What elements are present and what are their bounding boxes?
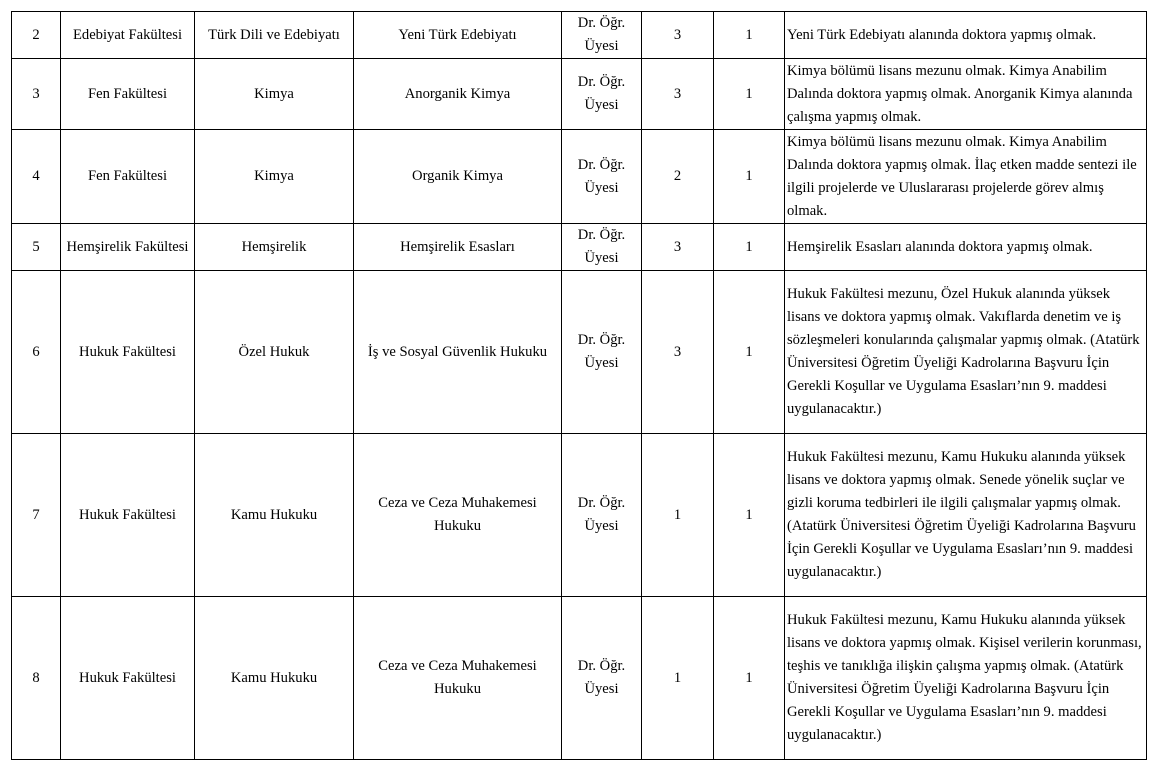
title-cell: Dr. Öğr. Üyesi [562,434,642,597]
title-cell: Dr. Öğr. Üyesi [562,597,642,760]
field-cell: İş ve Sosyal Güvenlik Hukuku [354,271,562,434]
title-cell: Dr. Öğr. Üyesi [562,12,642,59]
count-cell: 1 [714,271,785,434]
faculty-cell: Hukuk Fakültesi [61,434,195,597]
requirements-cell: Yeni Türk Edebiyatı alanında doktora yapmış olmak. [785,12,1147,59]
table-row [12,271,1147,434]
title-cell: Dr. Öğr. Üyesi [562,224,642,271]
faculty-cell: Hukuk Fakültesi [61,271,195,434]
department-cell: Türk Dili ve Edebiyatı [195,12,354,59]
row-number: 4 [12,130,61,224]
department-cell: Hemşirelik [195,224,354,271]
count-cell: 1 [714,59,785,130]
count-cell: 1 [714,130,785,224]
degree-cell: 3 [642,271,714,434]
faculty-cell: Edebiyat Fakültesi [61,12,195,59]
count-cell: 1 [714,224,785,271]
row-number: 3 [12,59,61,130]
field-cell: Ceza ve Ceza Muhakemesi Hukuku [354,434,562,597]
row-number: 2 [12,12,61,59]
count-cell: 1 [714,12,785,59]
position-table [11,11,1147,760]
department-cell: Özel Hukuk [195,271,354,434]
degree-cell: 3 [642,12,714,59]
requirements-cell: Kimya bölümü lisans mezunu olmak. Kimya Anabilim Dalında doktora yapmış olmak. İlaç etken madde sentezi ile ilgili projelerde ve Uluslararası projelerde görev almış olmak. [785,130,1147,224]
count-cell: 1 [714,434,785,597]
row-number: 8 [12,597,61,760]
degree-cell: 3 [642,59,714,130]
requirements-cell: Hukuk Fakültesi mezunu, Kamu Hukuku alanında yüksek lisans ve doktora yapmış olmak. Kişisel verilerin korunması, teşhis ve tanıklığa ilişkin çalışma yapmış olmak. (Atatürk Üniversitesi Öğretim Üyeliği Kadrolarına Başvuru İçin Gerekli Koşullar ve Uygulama Esasları’nın 9. maddesi uygulanacaktır.) [785,597,1147,760]
row-number: 5 [12,224,61,271]
faculty-cell: Fen Fakültesi [61,59,195,130]
table-row [12,12,1147,59]
table-row [12,224,1147,271]
field-cell: Ceza ve Ceza Muhakemesi Hukuku [354,597,562,760]
row-number: 7 [12,434,61,597]
table-row [12,130,1147,224]
table-row [12,59,1147,130]
faculty-cell: Hemşirelik Fakültesi [61,224,195,271]
table-row [12,434,1147,597]
requirements-cell: Hemşirelik Esasları alanında doktora yapmış olmak. [785,224,1147,271]
department-cell: Kimya [195,130,354,224]
row-number: 6 [12,271,61,434]
requirements-cell: Hukuk Fakültesi mezunu, Özel Hukuk alanında yüksek lisans ve doktora yapmış olmak. Vakıflarda denetim ve iş sözleşmeleri konularında çalışmalar yapmış olmak. (Atatürk Üniversitesi Öğretim Üyeliği Kadrolarına Başvuru İçin Gerekli Koşullar ve Uygulama Esasları’nın 9. maddesi uygulanacaktır.) [785,271,1147,434]
title-cell: Dr. Öğr. Üyesi [562,59,642,130]
degree-cell: 1 [642,597,714,760]
department-cell: Kimya [195,59,354,130]
requirements-cell: Hukuk Fakültesi mezunu, Kamu Hukuku alanında yüksek lisans ve doktora yapmış olmak. Senede yönelik suçlar ve gizli koruma tedbirleri ile ilgili çalışmalar yapmış olmak. (Atatürk Üniversitesi Öğretim Üyeliği Kadrolarına Başvuru İçin Gerekli Koşullar ve Uygulama Esasları’nın 9. maddesi uygulanacaktır.) [785,434,1147,597]
field-cell: Hemşirelik Esasları [354,224,562,271]
faculty-cell: Fen Fakültesi [61,130,195,224]
degree-cell: 2 [642,130,714,224]
requirements-cell: Kimya bölümü lisans mezunu olmak. Kimya Anabilim Dalında doktora yapmış olmak. Anorganik Kimya alanında çalışma yapmış olmak. [785,59,1147,130]
title-cell: Dr. Öğr. Üyesi [562,130,642,224]
department-cell: Kamu Hukuku [195,597,354,760]
degree-cell: 1 [642,434,714,597]
faculty-cell: Hukuk Fakültesi [61,597,195,760]
count-cell: 1 [714,597,785,760]
table-row [12,597,1147,760]
title-cell: Dr. Öğr. Üyesi [562,271,642,434]
field-cell: Yeni Türk Edebiyatı [354,12,562,59]
department-cell: Kamu Hukuku [195,434,354,597]
field-cell: Anorganik Kimya [354,59,562,130]
degree-cell: 3 [642,224,714,271]
field-cell: Organik Kimya [354,130,562,224]
